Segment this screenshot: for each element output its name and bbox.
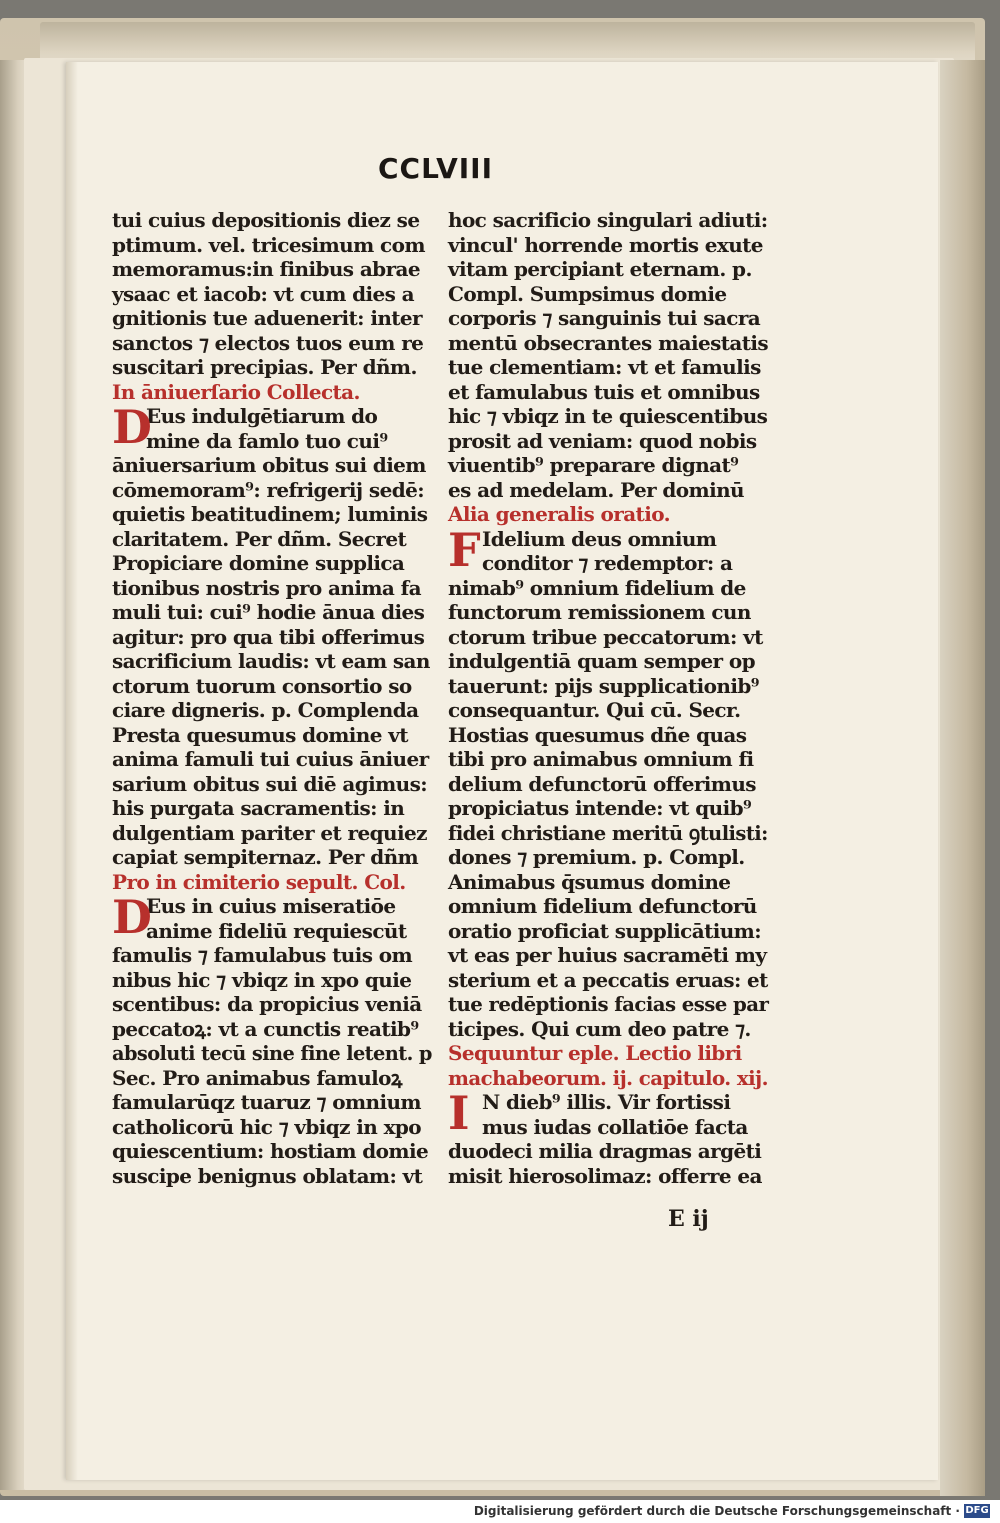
text-line: vincul' horrende mortis exute bbox=[448, 232, 763, 257]
text-line: nibus hic ⁊ vbiqz in xpo quie bbox=[112, 967, 412, 992]
text-line: duodeci milia dragmas argēti bbox=[448, 1139, 762, 1163]
rubric-heading: Alia generalis oratio. bbox=[448, 502, 670, 526]
text-line: Sec. Pro animabus famuloꝝ bbox=[112, 1065, 402, 1090]
text-line: viuentib⁹ preparare dignat⁹ bbox=[448, 453, 739, 477]
rubric-heading: Pro in cimiterio sepult. Col. bbox=[112, 869, 406, 894]
text-line: dones ⁊ premium. p. Compl. bbox=[448, 845, 745, 869]
text-line: omnium fidelium defunctorū bbox=[448, 894, 757, 918]
text-line: anime fideliū requiescūt bbox=[146, 918, 407, 943]
text-line: tauerunt: pijs supplicationib⁹ bbox=[448, 673, 759, 698]
rubric-heading: Sequuntur eple. Lectio libri bbox=[448, 1041, 742, 1065]
text-line: tui cuius depositionis diez se bbox=[112, 208, 420, 232]
text-line: delium defunctorū offerimus bbox=[448, 771, 756, 796]
text-line: fidei christiane meritū ꝯtulisti: bbox=[448, 820, 768, 845]
text-line: Propiciare domine supplica bbox=[112, 551, 405, 575]
text-line: vitam percipiant eternam. p. bbox=[448, 257, 752, 281]
text-line-with-initial: F Idelium deus omnium bbox=[448, 522, 717, 577]
funding-credit: Digitalisierung gefördert durch die Deutsche Forschungsgemeinschaft · bbox=[473, 1504, 960, 1518]
text-line: ctorum tuorum consortio so bbox=[112, 673, 412, 698]
text-line: mentū obsecrantes maiestatis bbox=[448, 330, 769, 355]
text-line: sanctos ⁊ electos tuos eum re bbox=[112, 330, 424, 355]
red-initial-d: D bbox=[112, 890, 152, 944]
text-line: ctorum tribue peccatorum: vt bbox=[448, 624, 763, 649]
text-line: hoc sacrificio singulari adiuti: bbox=[448, 208, 768, 232]
text-line: scentibus: da propicius veniā bbox=[112, 992, 422, 1016]
text-line: suscipe benignus oblatam: vt bbox=[112, 1163, 423, 1188]
text-line: corporis ⁊ sanguinis tui sacra bbox=[448, 306, 761, 330]
text-line-with-initial: D Eus in cuius miseratiōe bbox=[112, 890, 396, 944]
text-line: vt eas per huius sacramēti my bbox=[448, 943, 767, 967]
text-line: quietis beatitudinem; luminis bbox=[112, 502, 428, 526]
text-line-with-initial: D Eus indulgētiarum do bbox=[112, 400, 378, 454]
footer-bar bbox=[0, 1500, 1000, 1523]
text-line: prosit ad veniam: quod nobis bbox=[448, 428, 757, 453]
text-line: gnitionis tue aduenerit: inter bbox=[112, 306, 422, 330]
text-line: suscitari precipias. Per dñm. bbox=[112, 355, 417, 379]
text-line: tionibus nostris pro anima fa bbox=[112, 575, 421, 600]
text-line: famulis ⁊ famulabus tuis om bbox=[112, 943, 413, 967]
text-line: memoramus:in finibus abrae bbox=[112, 257, 420, 281]
text-line: anima famuli tui cuius āniuer bbox=[112, 747, 429, 771]
book-cover-right-edge bbox=[940, 60, 985, 1496]
text-line: cōmemoram⁹: refrigerij sedē: bbox=[112, 477, 424, 502]
text-line: sarium obitus sui diē agimus: bbox=[112, 771, 428, 796]
text-line: ticipes. Qui cum deo patre ⁊. bbox=[448, 1016, 751, 1041]
text-line: hic ⁊ vbiqz in te quiescentibus bbox=[448, 404, 768, 428]
text-line: capiat sempiternaz. Per dñm bbox=[112, 845, 419, 869]
text-line: Hostias quesumus dñe quas bbox=[448, 722, 747, 747]
text-line: quiescentium: hostiam domie bbox=[112, 1139, 429, 1163]
text-line: mus iudas collatiōe facta bbox=[482, 1114, 748, 1139]
text-line: nimab⁹ omnium fidelium de bbox=[448, 575, 746, 600]
text-line: sterium et a peccatis eruas: et bbox=[448, 967, 768, 992]
text-line: catholicorū hic ⁊ vbiqz in xpo bbox=[112, 1114, 422, 1139]
page-gutter bbox=[66, 62, 78, 1480]
folio-number: CCLVIII bbox=[378, 152, 494, 185]
text-line: claritatem. Per dñm. Secret bbox=[112, 526, 407, 551]
text-line: absoluti tecū sine fine letent. p bbox=[112, 1041, 432, 1065]
text-line: tue clementiam: vt et famulis bbox=[448, 355, 761, 379]
text-line: functorum remissionem cun bbox=[448, 600, 751, 624]
text-line: consequantur. Qui cū. Secr. bbox=[448, 698, 741, 722]
rubric-heading: machabeorum. ij. capitulo. xij. bbox=[448, 1065, 768, 1090]
text-line: ciare digneris. p. Complenda bbox=[112, 698, 419, 722]
text-line: ysaac et iacob: vt cum dies a bbox=[112, 281, 415, 306]
text-line: ptimum. vel. tricesimum com bbox=[112, 232, 425, 257]
text-line: Compl. Sumpsimus domie bbox=[448, 281, 727, 306]
text-line: muli tui: cui⁹ hodie ānua dies bbox=[112, 600, 425, 624]
red-initial-f: F bbox=[448, 522, 481, 577]
text-line: et famulabus tuis et omnibus bbox=[448, 379, 760, 404]
text-line: Animabus q̄sumus domine bbox=[448, 869, 731, 894]
text-line: es ad medelam. Per dominū bbox=[448, 477, 744, 502]
text-line: āniuersarium obitus sui diem bbox=[112, 453, 426, 477]
text-line: tue redēptionis facias esse par bbox=[448, 992, 769, 1016]
text-line: famularūqz tuaruz ⁊ omnium bbox=[112, 1090, 421, 1114]
dfg-logo: DFG bbox=[965, 1505, 989, 1516]
text-line: conditor ⁊ redemptor: a bbox=[482, 551, 733, 575]
text-line-with-initial: I N dieb⁹ illis. Vir fortissi bbox=[448, 1086, 731, 1140]
text-line: oratio proficiat supplicātium: bbox=[448, 918, 761, 943]
text-line: indulgentiā quam semper op bbox=[448, 649, 755, 673]
right-text-column bbox=[448, 208, 768, 1188]
signature-mark: E ij bbox=[668, 1206, 709, 1232]
text-line: misit hierosolimaz: offerre ea bbox=[448, 1163, 762, 1188]
text-line: mine da famlo tuo cui⁹ bbox=[146, 428, 388, 453]
text-line: peccatoꝝ: vt a cunctis reatib⁹ bbox=[112, 1016, 419, 1041]
text-line: agitur: pro qua tibi offerimus bbox=[112, 624, 425, 649]
text-line: Presta quesumus domine vt bbox=[112, 722, 408, 747]
red-initial-i: I bbox=[448, 1086, 469, 1140]
text-line: dulgentiam pariter et requiez bbox=[112, 820, 427, 845]
text-line: tibi pro animabus omnium fi bbox=[448, 747, 754, 771]
text-line: his purgata sacramentis: in bbox=[112, 796, 405, 820]
left-text-column bbox=[112, 208, 432, 1188]
rubric-heading: In āniuerſario Collecta. bbox=[112, 379, 360, 404]
text-line: sacrificium laudis: vt eam san bbox=[112, 649, 430, 673]
text-line: propiciatus intende: vt quib⁹ bbox=[448, 796, 752, 820]
red-initial-d: D bbox=[112, 400, 152, 454]
